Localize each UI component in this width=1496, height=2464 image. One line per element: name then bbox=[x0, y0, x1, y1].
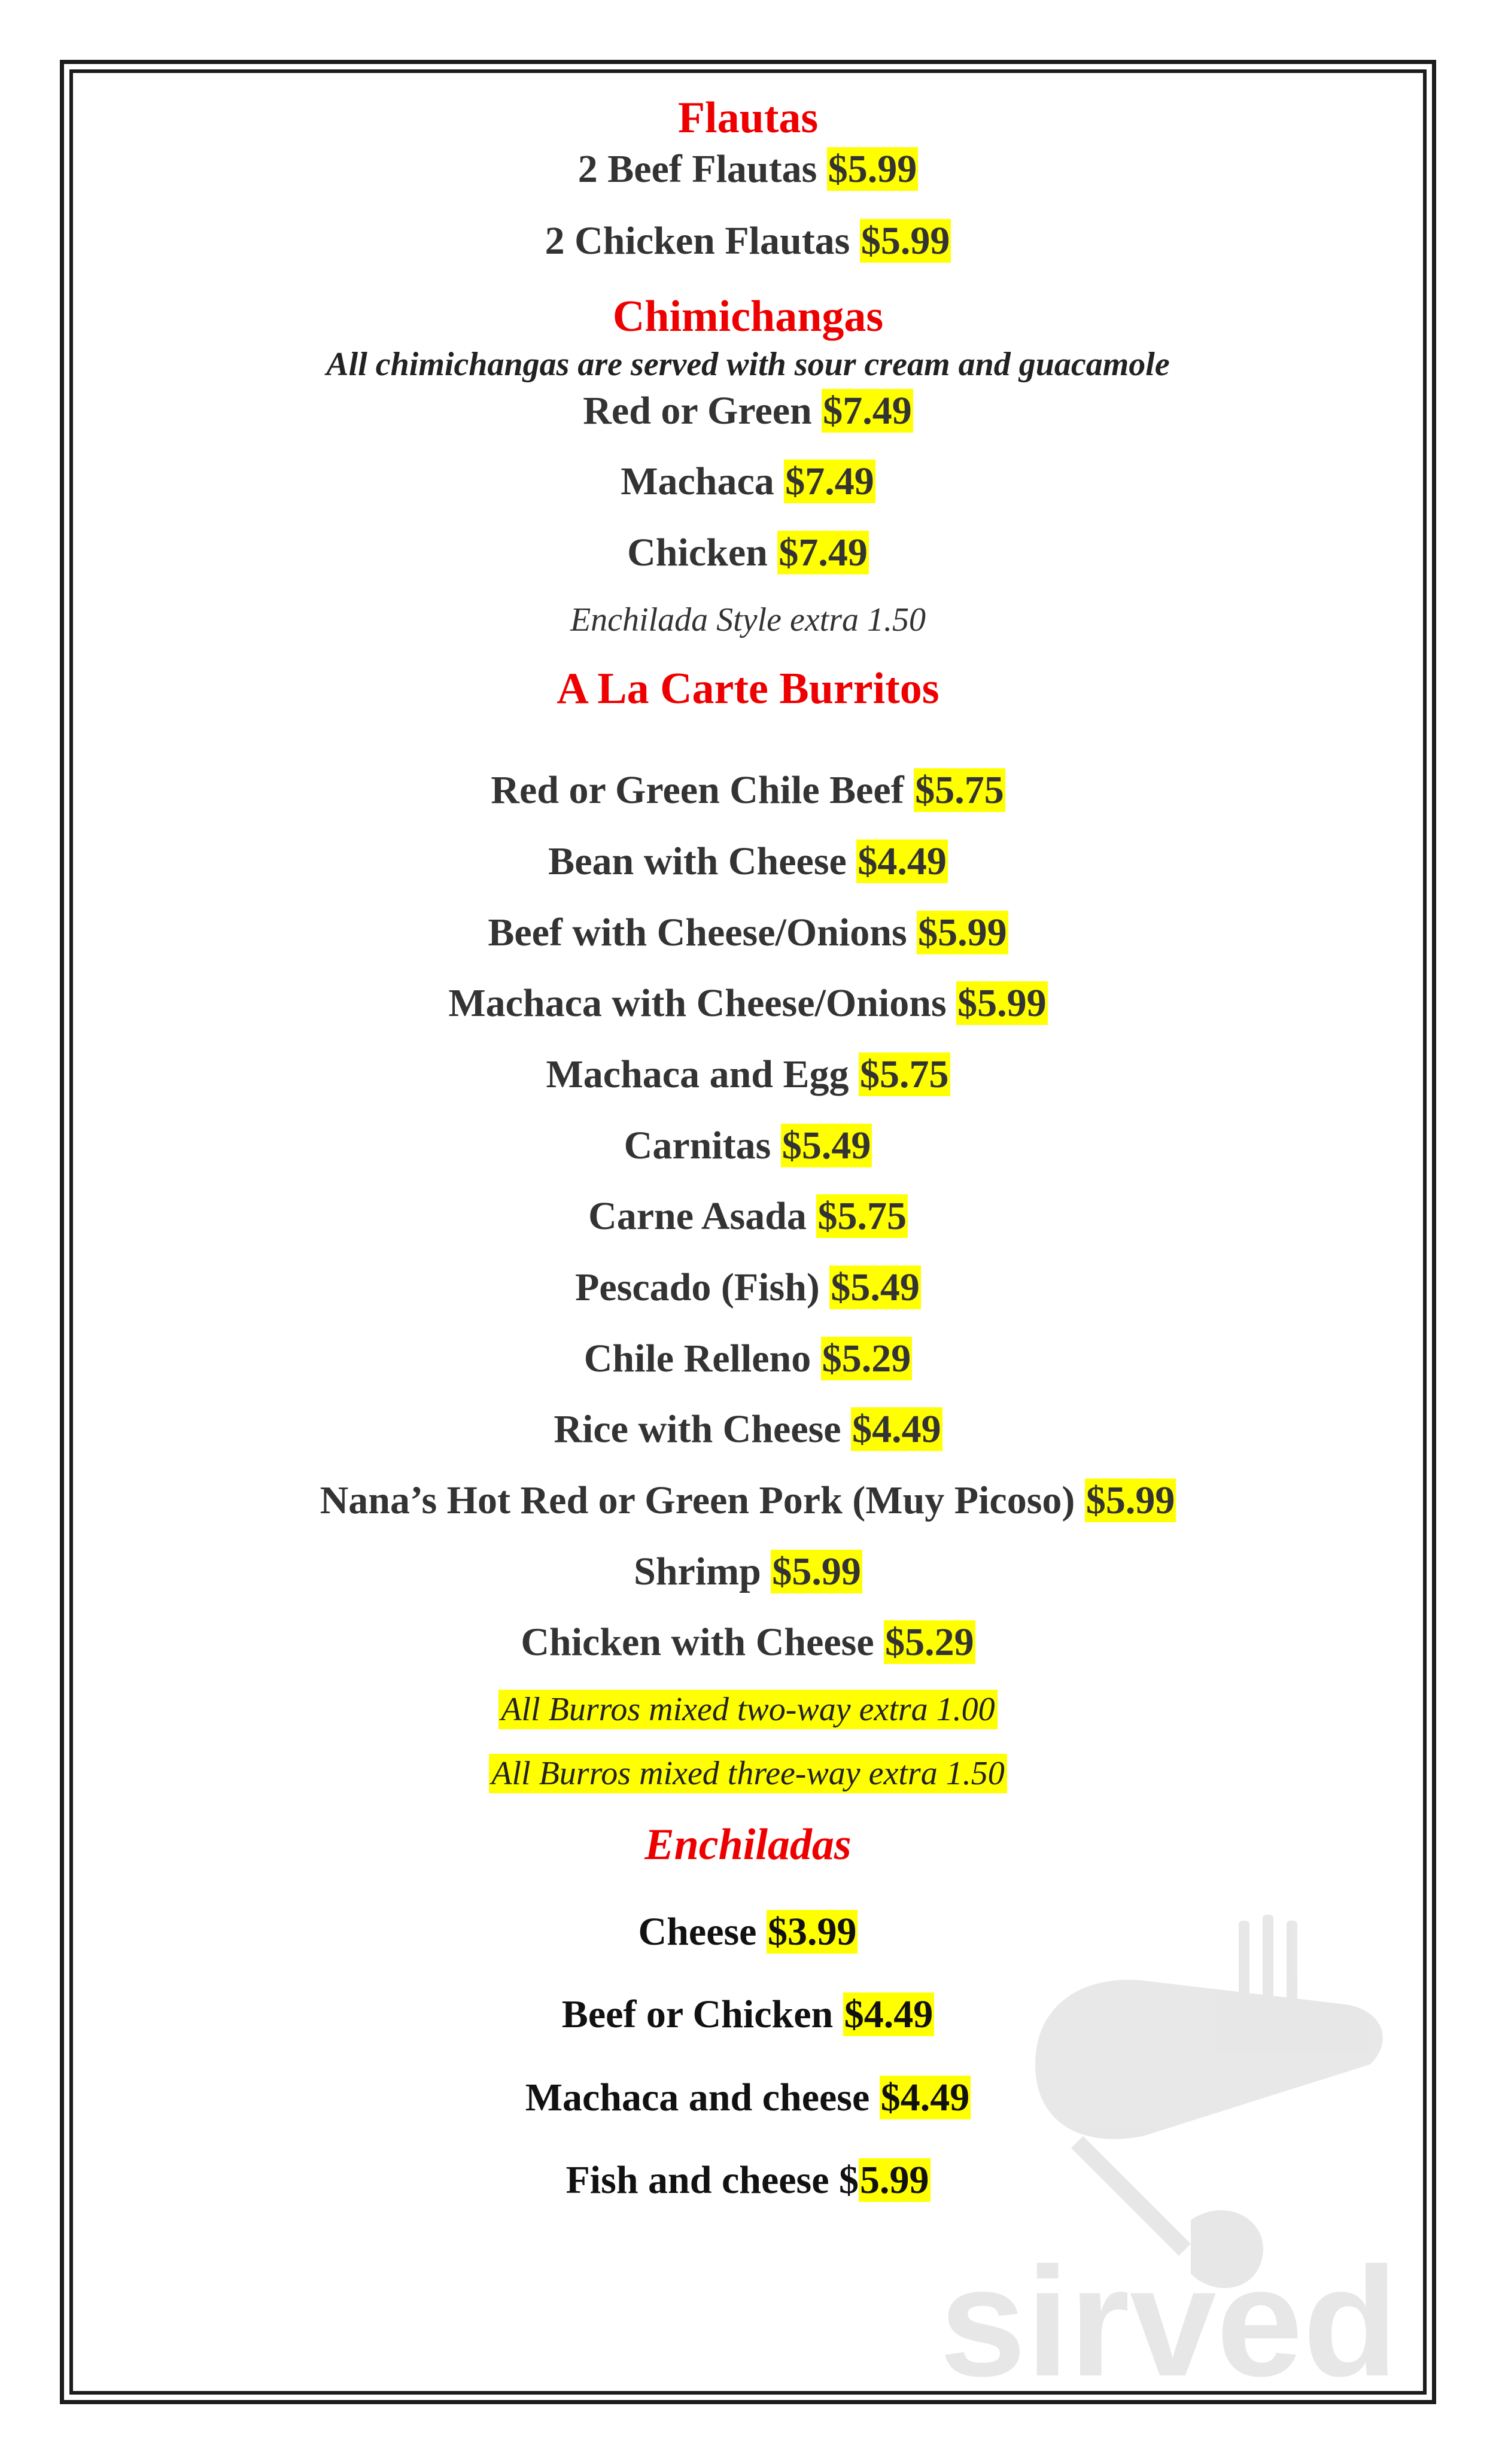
note-text: All Burros mixed three-way extra 1.50 bbox=[489, 1754, 1007, 1793]
section-title-burritos: A La Carte Burritos bbox=[557, 664, 939, 713]
menu-item bbox=[69, 1126, 1427, 1166]
menu-item bbox=[69, 913, 1427, 953]
sirved-watermark-logo bbox=[939, 1885, 1418, 2409]
menu-item bbox=[69, 768, 1427, 812]
note-text: All Burros mixed two-way extra 1.00 bbox=[498, 1690, 997, 1729]
menu-item bbox=[69, 462, 1427, 501]
item-name: Beef with Cheese/Onions bbox=[488, 911, 907, 954]
menu-item bbox=[69, 533, 1427, 573]
item-name: 2 Beef Flautas bbox=[577, 147, 817, 191]
menu-item bbox=[69, 1407, 1427, 1451]
item-price: $5.75 bbox=[817, 1194, 907, 1238]
item-name: Red or Green Chile Beef bbox=[491, 768, 904, 812]
item-price: $4.49 bbox=[858, 839, 947, 883]
section-note-burritos bbox=[69, 1693, 1427, 1726]
item-price: $5.49 bbox=[782, 1124, 871, 1167]
watermark-text: sirved bbox=[939, 2235, 1398, 2409]
item-price: $4.49 bbox=[880, 2076, 970, 2119]
item-name: Rice with Cheese bbox=[554, 1407, 841, 1451]
item-price: $5.29 bbox=[822, 1337, 911, 1380]
item-name: Chicken bbox=[627, 531, 768, 574]
section-title-chimichangas: Chimichangas bbox=[612, 292, 884, 341]
item-name: Carne Asada bbox=[588, 1194, 807, 1238]
menu-item bbox=[69, 1268, 1427, 1307]
item-name: Machaca and Egg bbox=[546, 1052, 849, 1096]
item-name: Carnitas bbox=[624, 1124, 771, 1167]
section-title-flautas: Flautas bbox=[677, 93, 819, 142]
section-note-burritos bbox=[69, 1757, 1427, 1790]
item-name: Red or Green bbox=[583, 389, 812, 433]
item-price: $7.49 bbox=[785, 460, 874, 503]
menu-item bbox=[69, 391, 1427, 431]
item-price: $5.75 bbox=[860, 1052, 949, 1096]
item-price: $5.99 bbox=[772, 1550, 861, 1593]
item-price: $4.49 bbox=[852, 1407, 941, 1451]
menu-item bbox=[69, 1339, 1427, 1379]
menu-item bbox=[69, 1194, 1427, 1238]
knife-fork-icon bbox=[1035, 1980, 1383, 2139]
section-title-enchiladas: Enchiladas bbox=[644, 1820, 852, 1869]
item-name: Machaca with Cheese/Onions bbox=[448, 981, 947, 1025]
menu-item bbox=[69, 1052, 1427, 1096]
menu-item bbox=[69, 1552, 1427, 1592]
item-price: $5.99 bbox=[828, 147, 917, 191]
item-name: Chile Relleno bbox=[583, 1337, 811, 1380]
item-price: 5.99 bbox=[860, 2158, 929, 2202]
item-name: Bean with Cheese bbox=[548, 839, 847, 883]
item-price: $5.99 bbox=[860, 219, 950, 263]
item-price: $3.99 bbox=[767, 1910, 857, 1954]
menu-item bbox=[69, 839, 1427, 883]
item-name: Nana’s Hot Red or Green Pork (Muy Picoso) bbox=[320, 1479, 1075, 1522]
section-subtitle-chimichangas: All chimichangas are served with sour cream and guacamole bbox=[326, 346, 1170, 383]
item-name: Machaca bbox=[621, 460, 774, 503]
item-name: Machaca and cheese bbox=[525, 2076, 870, 2119]
item-name: Cheese bbox=[638, 1910, 757, 1954]
menu-item bbox=[69, 147, 1427, 191]
item-price-prefix: $ bbox=[839, 2158, 859, 2202]
menu-item bbox=[69, 1620, 1427, 1664]
item-price: $7.49 bbox=[779, 531, 868, 574]
item-name: Beef or Chicken bbox=[561, 1993, 834, 2036]
item-price: $4.49 bbox=[844, 1993, 934, 2036]
item-price: $7.49 bbox=[823, 389, 912, 433]
item-price: $5.49 bbox=[831, 1266, 920, 1309]
section-note-chimichangas: Enchilada Style extra 1.50 bbox=[570, 601, 926, 638]
item-price: $5.29 bbox=[885, 1620, 974, 1664]
item-name: Pescado (Fish) bbox=[575, 1266, 820, 1309]
item-price: $5.99 bbox=[1085, 1479, 1175, 1522]
item-price: $5.99 bbox=[918, 911, 1007, 954]
item-name: Chicken with Cheese bbox=[521, 1620, 874, 1664]
item-name: Shrimp bbox=[634, 1550, 761, 1593]
menu-item bbox=[69, 221, 1427, 261]
item-price: $5.75 bbox=[915, 768, 1004, 812]
item-price: $5.99 bbox=[957, 981, 1047, 1025]
item-name: Fish and cheese bbox=[565, 2158, 829, 2202]
item-name: 2 Chicken Flautas bbox=[545, 219, 850, 263]
menu-item bbox=[69, 981, 1427, 1025]
menu-item bbox=[69, 1481, 1427, 1520]
